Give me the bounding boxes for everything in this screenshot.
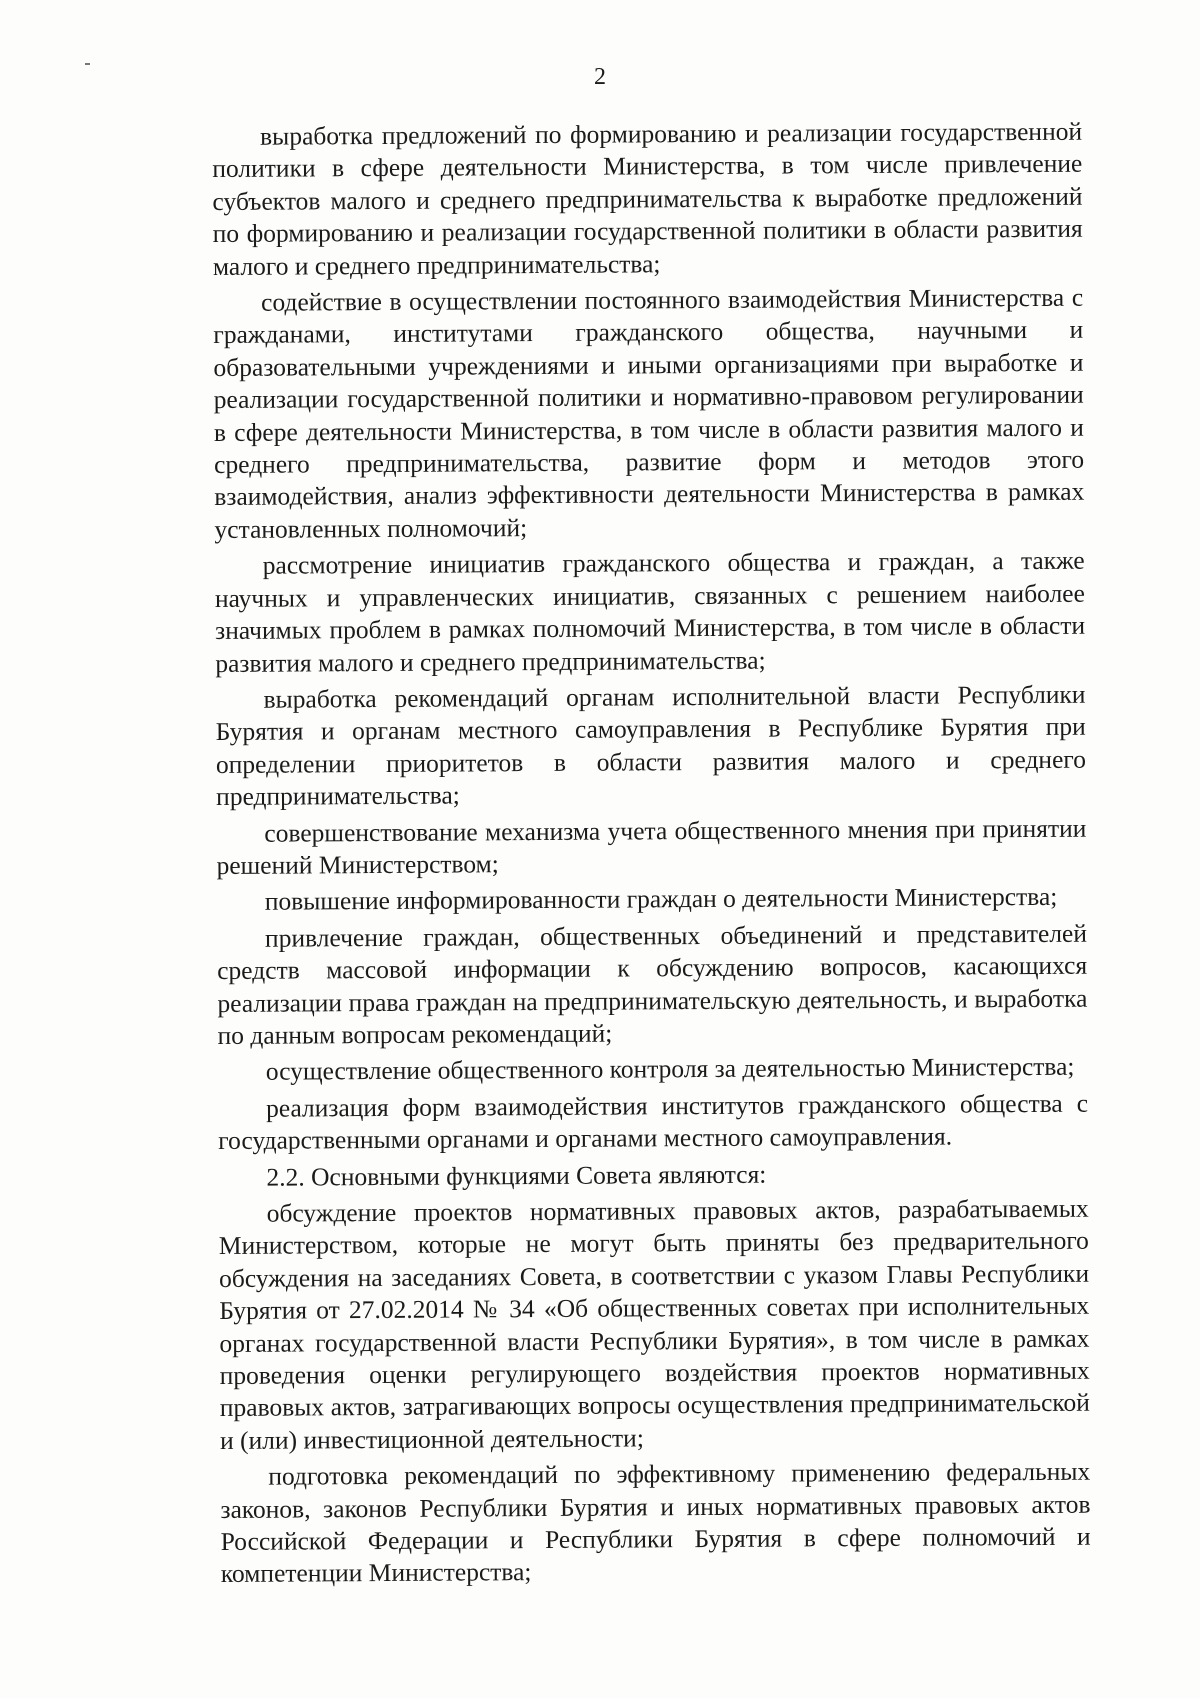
paragraph-law-application: подготовка рекомендаций по эффективному применению федеральных законов, законов Республики Бурятия и иных нормативных правовых актов Российской Федерации и Республики Бурятия в сфере полномочий и компетенции Министерства; [220,1456,1091,1589]
paragraph-interaction-forms: реализация форм взаимодействия институтов гражданского общества с государственными органами и органами местного самоуправления. [218,1088,1089,1156]
paragraph-citizen-involvement: привлечение граждан, общественных объединений и представителей средств массовой информации к обсуждению вопросов, касающихся реализации права граждан на предпринимательскую деятельность, и выработка по данным вопросам рекомендаций; [217,918,1088,1050]
paragraph-public-opinion: совершенствование механизма учета общественного мнения при принятии решений Министерством; [216,813,1087,880]
paragraph-public-control: осуществление общественного контроля за деятельностью Министерства; [265,1052,1075,1087]
paragraph-awareness: повышение информированности граждан о деятельности Министерства; [264,882,1058,917]
section-heading-functions: 2.2. Основными функциями Совета являются: [266,1159,767,1192]
paragraph-policy-proposals: выработка предложений по формированию и реализации государственной политики в сфере деятельности Министерства, в том числе привлечение субъектов малого и среднего предпринимательства к выработке предложений по формированию и реализации государственной политики в области развития малого и среднего предпринимательства; [212,116,1083,281]
paragraph-interaction-assistance: содействие в осуществлении постоянного взаимодействия Министерства с гражданами, институтами гражданского общества, научными и образовательными учреждениями и иными организациями при выработке и реализации государственной политики и нормативно-правовом регулировании в сфере деятельности Министерства, в том числе в области развития малого и среднего предпринимательства, развитие форм и методов этого взаимодействия, анализ эффективности деятельности Министерства в рамках установленных полномочий; [213,282,1085,544]
paragraph-initiatives-review: рассмотрение инициатив гражданского общества и граждан, а также научных и управленческих инициатив, связанных с решением наиболее значимых проблем в рамках полномочий Министерства, в том числе в области развития малого и среднего предпринимательства; [214,545,1086,678]
paragraph-recommendations: выработка рекомендаций органам исполнительной власти Республики Бурятия и органам местного самоуправления в Республике Бурятия при определении приоритетов в области развития малого и среднего предпринимательства; [215,679,1087,812]
page-number: 2 [594,64,606,90]
paragraph-draft-discussion: обсуждение проектов нормативных правовых актов, разрабатываемых Министерством, которые не могут быть приняты без предварительного обсуждения на заседаниях Совета, в соответствии с указом Главы Республики Бурятия от 27.02.2014 № 34 «Об общественных советах при исполнительных органах государственной власти Республики Бурятия», в том числе в рамках проведения оценки регулирующего воздействия проектов нормативных правовых актов, затрагивающих вопросы осуществления предпринимательской и (или) инвестиционной деятельности; [218,1193,1090,1455]
document-body [212,116,1091,1595]
